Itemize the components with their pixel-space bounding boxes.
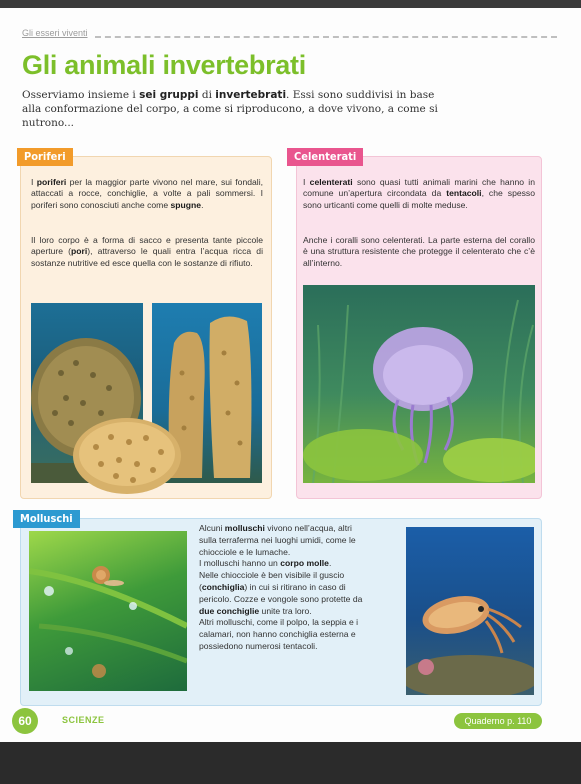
text: unite tra loro.: [259, 605, 312, 616]
snail-photo: [29, 531, 187, 691]
intro-paragraph: [22, 88, 442, 130]
bold-term: due conchiglie: [199, 605, 260, 616]
celenterati-tag: Celenterati: [287, 148, 363, 166]
bottom-bar: [0, 742, 581, 784]
celenterati-box: [294, 150, 542, 499]
text: .: [201, 199, 204, 210]
text: .: [328, 558, 332, 569]
poriferi-text-1: [31, 177, 263, 211]
bold-term: conchiglia: [201, 581, 245, 592]
text: Nelle chiocciole è ben visibile il guscio (: [199, 570, 345, 592]
text: I: [303, 177, 310, 187]
jellyfish-photo: [303, 285, 535, 483]
molluschi-box: [20, 512, 542, 706]
page-number-badge: 60: [12, 708, 38, 734]
intro-text: . Essi sono suddivisi in base alla conformazione del corpo, a come si riproducono, a dove vivono, a come si nutrono...: [22, 89, 438, 129]
cuttlefish-photo: [406, 527, 534, 695]
section-label: Gli esseri viventi: [22, 28, 88, 38]
text: I molluschi hanno un: [199, 558, 281, 569]
subject-label: SCIENZE: [62, 715, 105, 725]
bold-term: tentacoli: [446, 188, 482, 199]
intro-text: Osserviamo insieme i: [22, 89, 140, 101]
molluschi-text: [199, 523, 363, 653]
text: per la maggior parte vivono nel mare, sui fondali, attaccati a rocce, conchiglie, a volte a pali sommersi. I poriferi sono conosciuti anche come: [31, 177, 263, 210]
text: Il loro corpo è a forma di sacco e presenta tante piccole aperture (: [31, 235, 263, 257]
text: Alcuni: [199, 523, 225, 533]
poriferi-text-2: [31, 235, 263, 269]
snail-illustration: [29, 531, 187, 691]
intro-bold: invertebrati: [215, 89, 287, 101]
intro-text: di: [198, 89, 216, 101]
dashed-divider: [95, 36, 557, 38]
text: sono quasi tutti animali marini che hanno in comune un’apertura circondata da: [303, 177, 535, 199]
bold-term: pori: [70, 246, 88, 257]
textbook-page: [0, 8, 581, 742]
bold-term: celenterati: [309, 177, 353, 187]
text: vivono nell’acqua, altri sulla terraferma nei luoghi umidi, come le chiocciole e le lumache.: [199, 523, 356, 557]
quaderno-reference[interactable]: Quaderno p. 110: [454, 713, 542, 729]
text: Altri molluschi, come il polpo, la seppia e i calamari, non hanno conchiglia esterna e possiedono numerosi tentacoli.: [199, 617, 359, 651]
intro-bold: sei gruppi: [139, 89, 199, 101]
jellyfish-illustration: [303, 285, 535, 483]
bold-term: poriferi: [36, 177, 67, 187]
bold-term: spugne: [170, 199, 202, 210]
bold-term: molluschi: [224, 523, 265, 533]
celenterati-text-2: [303, 235, 535, 269]
bold-term: corpo molle: [280, 558, 329, 569]
bath-sponge-illustration: [71, 412, 181, 494]
molluschi-tag: Molluschi: [13, 510, 80, 528]
bath-sponge-image: [71, 412, 181, 494]
celenterati-text-1: [303, 177, 535, 211]
text: ), attraverso le quali entra l’acqua ricca di sostanze nutritive ed esce quella con le sostanze di rifiuto.: [31, 246, 263, 268]
top-bar: [0, 0, 581, 8]
cuttlefish-illustration: [406, 527, 534, 695]
text: I: [31, 177, 37, 187]
page-title: Gli animali invertebrati: [22, 50, 306, 80]
text: ) in cui si ritirano in caso di pericolo. Cozze e vongole sono protette da: [199, 581, 363, 604]
text: , che spesso sono urticanti come quelli di molte meduse.: [303, 188, 536, 210]
text: Anche i coralli sono celenterati. La parte esterna del corallo è una struttura resistente che protegge il celenterato che c’è all’interno.: [303, 235, 535, 268]
poriferi-box: [20, 150, 272, 499]
poriferi-tag: Poriferi: [17, 148, 73, 166]
